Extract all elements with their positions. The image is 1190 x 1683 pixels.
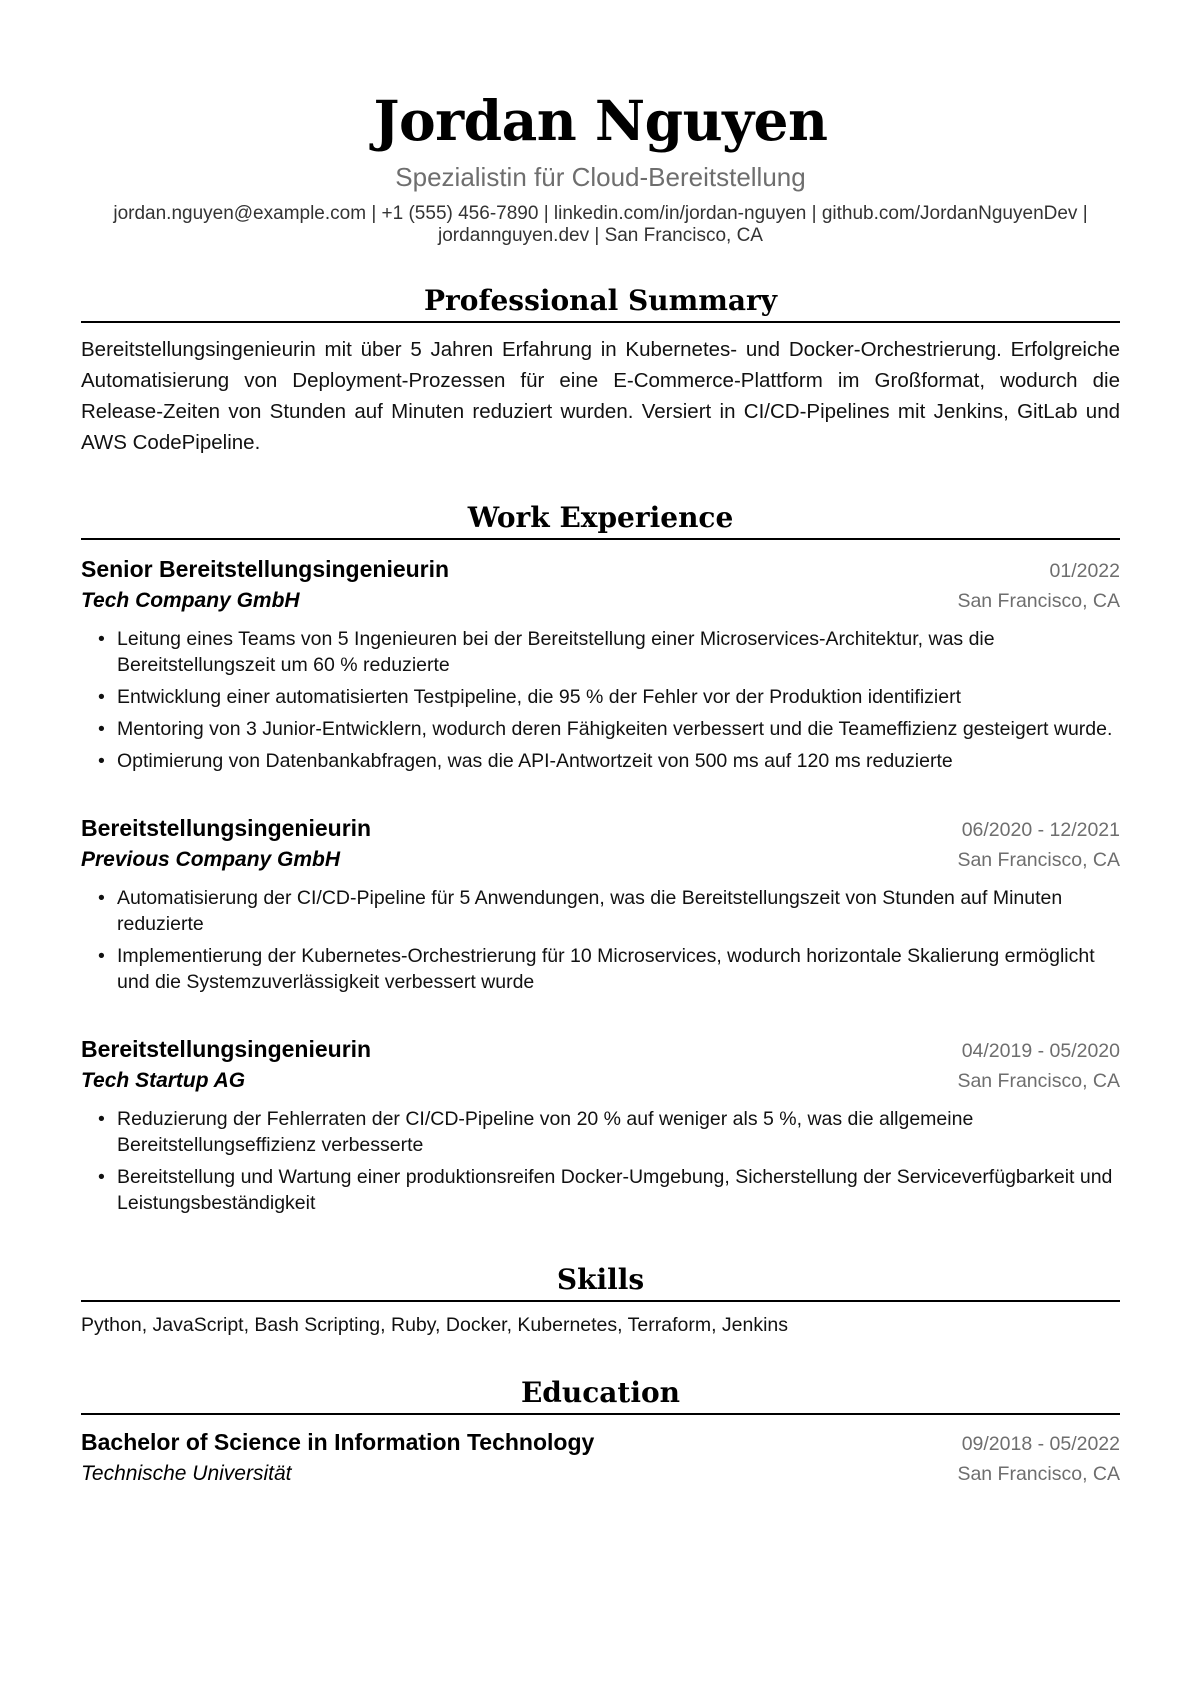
skills-section	[81, 1262, 1120, 1338]
job-role: Senior Bereitstellungsingenieurin	[81, 556, 450, 582]
education-section	[81, 1375, 1120, 1489]
job-date: 06/2020 - 12/2021	[961, 819, 1120, 841]
education-heading: Education	[81, 1375, 1120, 1415]
job-bullet: • Reduzierung der Fehlerraten der CI/CD-Pipeline von 20 % auf weniger als 5 %, was die allgemeine Bereitstellungseffizienz verbesserte	[117, 1106, 1120, 1158]
resume-content	[81, 0, 1120, 1489]
education-school: Technische Universität	[81, 1462, 292, 1485]
job-location: San Francisco, CA	[957, 590, 1120, 612]
candidate-title: Spezialistin für Cloud-Bereitstellung	[395, 162, 806, 192]
work-experience-heading: Work Experience	[81, 500, 1120, 540]
work-experience-section	[81, 500, 1120, 1216]
job-company: Previous Company GmbH	[81, 848, 341, 871]
job-location: San Francisco, CA	[957, 849, 1120, 871]
job-role: Bereitstellungsingenieurin	[81, 815, 372, 841]
summary-text: Bereitstellungsingenieurin mit über 5 Jahren Erfahrung in Kubernetes- und Docker-Orchestrierung. Erfolgreiche Automatisierung von Deployment-Prozessen für eine E-Commerce-Plattform im Großformat, wodurch die Release-Zeiten von Stunden auf Minuten reduziert wurden. Versiert in CI/CD-Pipelines mit Jenkins, GitLab und AWS CodePipeline.	[81, 338, 1120, 454]
education-location: San Francisco, CA	[957, 1463, 1120, 1485]
education-date: 09/2018 - 05/2022	[961, 1433, 1120, 1455]
job-entry	[81, 555, 1120, 774]
job-bullet: • Entwicklung einer automatisierten Testpipeline, die 95 % der Fehler vor der Produktion identifiziert	[117, 684, 1120, 710]
education-entry	[81, 1428, 1120, 1489]
job-role: Bereitstellungsingenieurin	[81, 1036, 372, 1062]
job-location: San Francisco, CA	[957, 1070, 1120, 1092]
contact-info	[81, 203, 1120, 247]
skills-list: Python, JavaScript, Bash Scripting, Ruby, Docker, Kubernetes, Terraform, Jenkins	[81, 1314, 789, 1336]
job-bullets	[81, 626, 1120, 774]
summary-heading: Professional Summary	[81, 283, 1120, 323]
job-bullet: • Bereitstellung und Wartung einer produktionsreifen Docker-Umgebung, Sicherstellung der Serviceverfügbarkeit und Leistungsbeständigkeit	[117, 1164, 1120, 1216]
job-bullets	[81, 1106, 1120, 1216]
contact-line-1: jordan.nguyen@example.com | +1 (555) 456-7890 | linkedin.com/in/jordan-nguyen | github.com/JordanNguyenDev |	[113, 203, 1088, 224]
job-bullet: • Automatisierung der CI/CD-Pipeline für 5 Anwendungen, was die Bereitstellungszeit von Stunden auf Minuten reduzierte	[117, 885, 1120, 937]
job-company: Tech Company GmbH	[81, 589, 300, 612]
job-date: 01/2022	[1049, 560, 1120, 582]
education-degree: Bachelor of Science in Information Technology	[81, 1429, 595, 1455]
job-bullet: • Leitung eines Teams von 5 Ingenieuren bei der Bereitstellung einer Microservices-Architektur, was die Bereitstellungszeit um 60 % reduzierte	[117, 626, 1120, 678]
skills-heading: Skills	[81, 1262, 1120, 1302]
contact-line-2: jordannguyen.dev | San Francisco, CA	[438, 225, 763, 246]
job-bullet: • Optimierung von Datenbankabfragen, was die API-Antwortzeit von 500 ms auf 120 ms reduzierte	[117, 748, 1120, 774]
resume-header	[81, 0, 1120, 247]
job-entry	[81, 814, 1120, 995]
summary-section	[81, 283, 1120, 458]
job-bullet: • Implementierung der Kubernetes-Orchestrierung für 10 Microservices, wodurch horizontale Skalierung ermöglicht und die Systemzuverlässigkeit verbessert wurde	[117, 943, 1120, 995]
job-bullet: • Mentoring von 3 Junior-Entwicklern, wodurch deren Fähigkeiten verbessert und die Teameffizienz gesteigert wurde.	[117, 716, 1120, 742]
job-entry	[81, 1035, 1120, 1216]
candidate-name: Jordan Nguyen	[373, 88, 828, 153]
job-date: 04/2019 - 05/2020	[961, 1040, 1120, 1062]
job-company: Tech Startup AG	[81, 1069, 246, 1092]
job-bullets	[81, 885, 1120, 995]
